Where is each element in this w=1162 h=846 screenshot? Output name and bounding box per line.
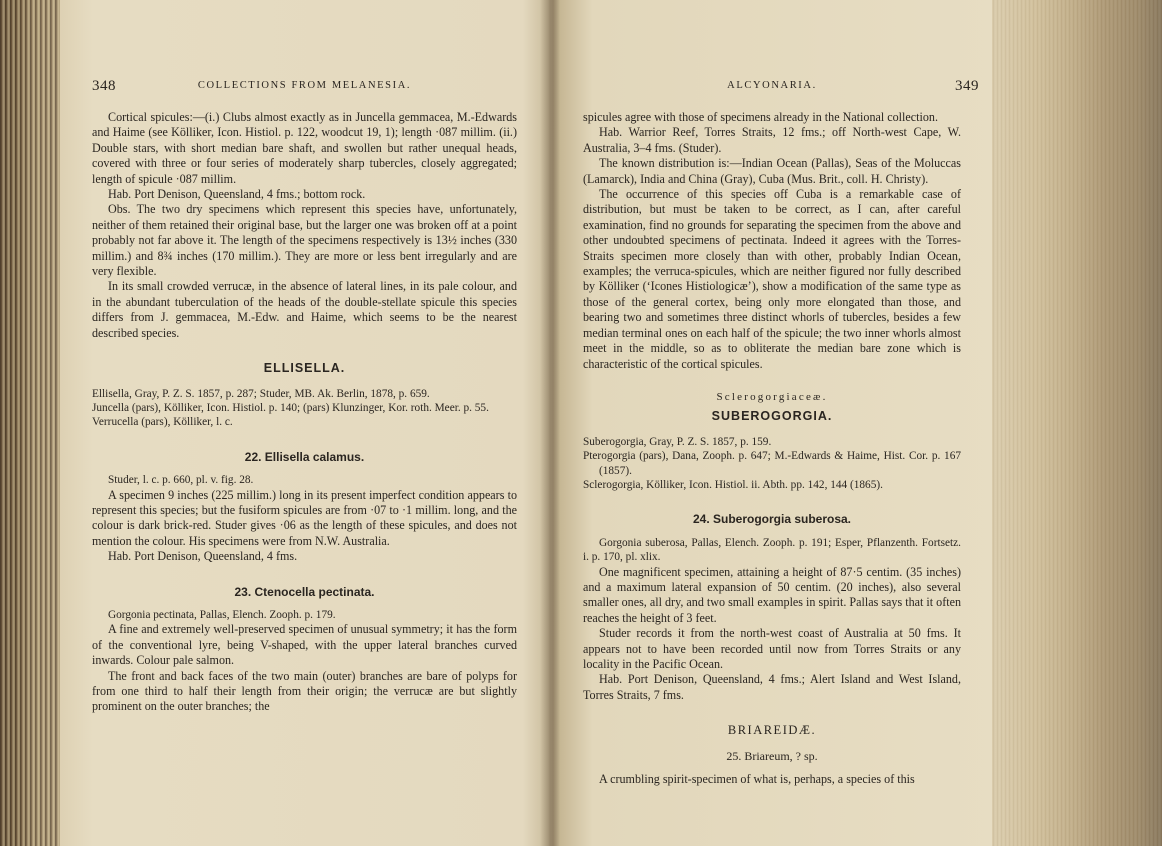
paragraph: Hab. Port Denison, Queensland, 4 fms.	[108, 549, 298, 564]
genus-heading: ELLISELLA.	[263, 361, 346, 376]
citation: Sclerogorgia, Kölliker, Icon. Histiol. ii. Abth. pp. 142, 144 (1865).	[583, 478, 883, 491]
paragraph: A fine and extremely well-preserved specimen of unusual symmetry; it has the form of the conventional lyre, being V-shaped, with the upper lateral branches curved inwards. Colour pale salmon.	[92, 622, 517, 668]
family-heading: Sclerogorgiaceæ.	[716, 390, 828, 403]
citation: Juncella (pars), Kölliker, Icon. Histiol. p. 140; (pars) Klunzinger, Kor. roth. Meer. p. 55.	[92, 401, 489, 414]
species-citation: Gorgonia suberosa, Pallas, Elench. Zooph. p. 191; Esper, Pflanzenth. Fortsetz. i. p. 170, pl. xlix.	[583, 536, 961, 564]
citation: Pterogorgia (pars), Dana, Zooph. p. 647; M.-Edwards & Haime, Hist. Cor. p. 167 (1857).	[583, 450, 961, 477]
paragraph: A crumbling spirit-specimen of what is, perhaps, a species of this	[599, 772, 915, 787]
species-heading: 24. Suberogorgia suberosa.	[692, 512, 852, 527]
citation: Ellisella, Gray, P. Z. S. 1857, p. 287; Studer, MB. Ak. Berlin, 1878, p. 659.	[92, 387, 430, 400]
paragraph: Obs. The two dry specimens which represent this species have, unfortunately, neither of them retained their original base, but the larger one was broken off at a point probably not far above it. The length of the specimens respectively is 13½ inches (330 millim.) and 8¾ inches (170 millim.). They are more or less bent irregularly and are very flexible.	[92, 202, 517, 279]
paragraph: The occurrence of this species off Cuba is a remarkable case of distribution, but must be taken to be correct, as I can, after careful examination, find no grounds for separating the specimen from the above and other undoubted specimens of pectinata. Indeed it agrees with the Torres-Straits specimen more closely than with other, probably Indian Ocean, examples; the verruca-spicules, which are neither figured nor fully described by Kölliker (‘Icones Histiologicæ’), show a modification of the same type as those of the general cortex, being only more elongated than those, and bearing two and sometimes three distinct whorls of tubercles, besides a few median terminal ones on each half of the spicule; the two inner whorls almost meet in the middle, so as to obliterate the median bare zone which is characteristic of the cortical spicules.	[583, 187, 961, 371]
left-page-body	[92, 110, 517, 715]
paragraph: Studer records it from the north-west coast of Australia at 50 fms. It appears not to have been recorded until now from Torres Straits or any locality in the Pacific Ocean.	[583, 626, 961, 671]
right-page-edges	[992, 0, 1162, 846]
running-head: ALCYONARIA.	[727, 80, 817, 91]
left-page-header	[92, 78, 517, 96]
paragraph: Cortical spicules:—(i.) Clubs almost exactly as in Juncella gemmacea, M.-Edwards and Haime (see Kölliker, Icon. Histiol. p. 122, woodcut 19, 1); length ·087 millim. (ii.) Double stars, with short median bare shaft, and swollen but rather unequal heads, covered with three or four series of moderately sharp tubercles, closely aggregated; length of spicule ·087 millim.	[92, 110, 517, 186]
paragraph: In its small crowded verrucæ, in the absence of lateral lines, in its pale colour, and in the abundant tuberculation of the heads of the double-stellate spicule this species differs from J. gemmacea, M.-Edw. and Haime, which seems to be the nearest described species.	[92, 279, 517, 340]
left-page	[92, 78, 517, 715]
left-page-edges	[0, 0, 60, 846]
paragraph: Hab. Port Denison, Queensland, 4 fms.; bottom rock.	[108, 187, 366, 202]
paragraph: Hab. Warrior Reef, Torres Straits, 12 fms.; off North-west Cape, W. Australia, 3–4 fms. (Studer).	[583, 125, 961, 155]
paragraph: Hab. Port Denison, Queensland, 4 fms.; Alert Island and West Island, Torres Straits, 7 fms.	[583, 672, 961, 702]
paragraph: spicules agree with those of specimens already in the National collection.	[583, 110, 938, 124]
right-page-body	[583, 110, 961, 787]
paragraph: The known distribution is:—Indian Ocean (Pallas), Seas of the Moluccas (Lamarck), India and China (Gray), Cuba (Mus. Brit., coll. H. Christy).	[583, 156, 961, 186]
species-heading: 23. Ctenocella pectinata.	[234, 584, 375, 599]
citation: Suberogorgia, Gray, P. Z. S. 1857, p. 159.	[583, 435, 772, 448]
paragraph: One magnificent specimen, attaining a height of 87·5 centim. (35 inches) and a maximum lateral expansion of 50 centim. (20 inches), also several smaller ones, all dry, and two small examples in spirit. Pallas says that it often reaches the height of 3 feet.	[583, 564, 961, 625]
book-gutter	[540, 0, 560, 846]
running-head: COLLECTIONS FROM MELANESIA.	[197, 80, 412, 91]
family-heading: BRIAREIDÆ.	[727, 723, 817, 738]
page-number: 349	[955, 78, 979, 94]
paragraph: The front and back faces of the two main (outer) branches are bare of polyps for from one third to half their length from their origin; the verrucæ are but slightly prominent on the outer branches; the	[92, 668, 517, 714]
species-citation: Studer, l. c. p. 660, pl. v. fig. 28.	[108, 474, 254, 487]
page-number: 348	[92, 78, 116, 94]
citation: Verrucella (pars), Kölliker, l. c.	[92, 416, 233, 429]
species-heading: 25. Briareum, ? sp.	[726, 748, 818, 763]
right-page-header	[583, 78, 979, 96]
species-citation: Gorgonia pectinata, Pallas, Elench. Zooph. p. 179.	[108, 608, 336, 621]
genus-heading: SUBEROGORGIA.	[711, 409, 833, 424]
paragraph: A specimen 9 inches (225 millim.) long in its present imperfect condition appears to represent this species; but the fusiform spicules are from ·07 to ·1 millim. long, and the colour is dark brick-red. Studer gives ·06 as the length of these spicules, and does not mention the colour. His specimens were from N.W. Australia.	[92, 487, 517, 548]
right-page	[583, 78, 979, 787]
species-heading: 22. Ellisella calamus.	[244, 449, 365, 464]
